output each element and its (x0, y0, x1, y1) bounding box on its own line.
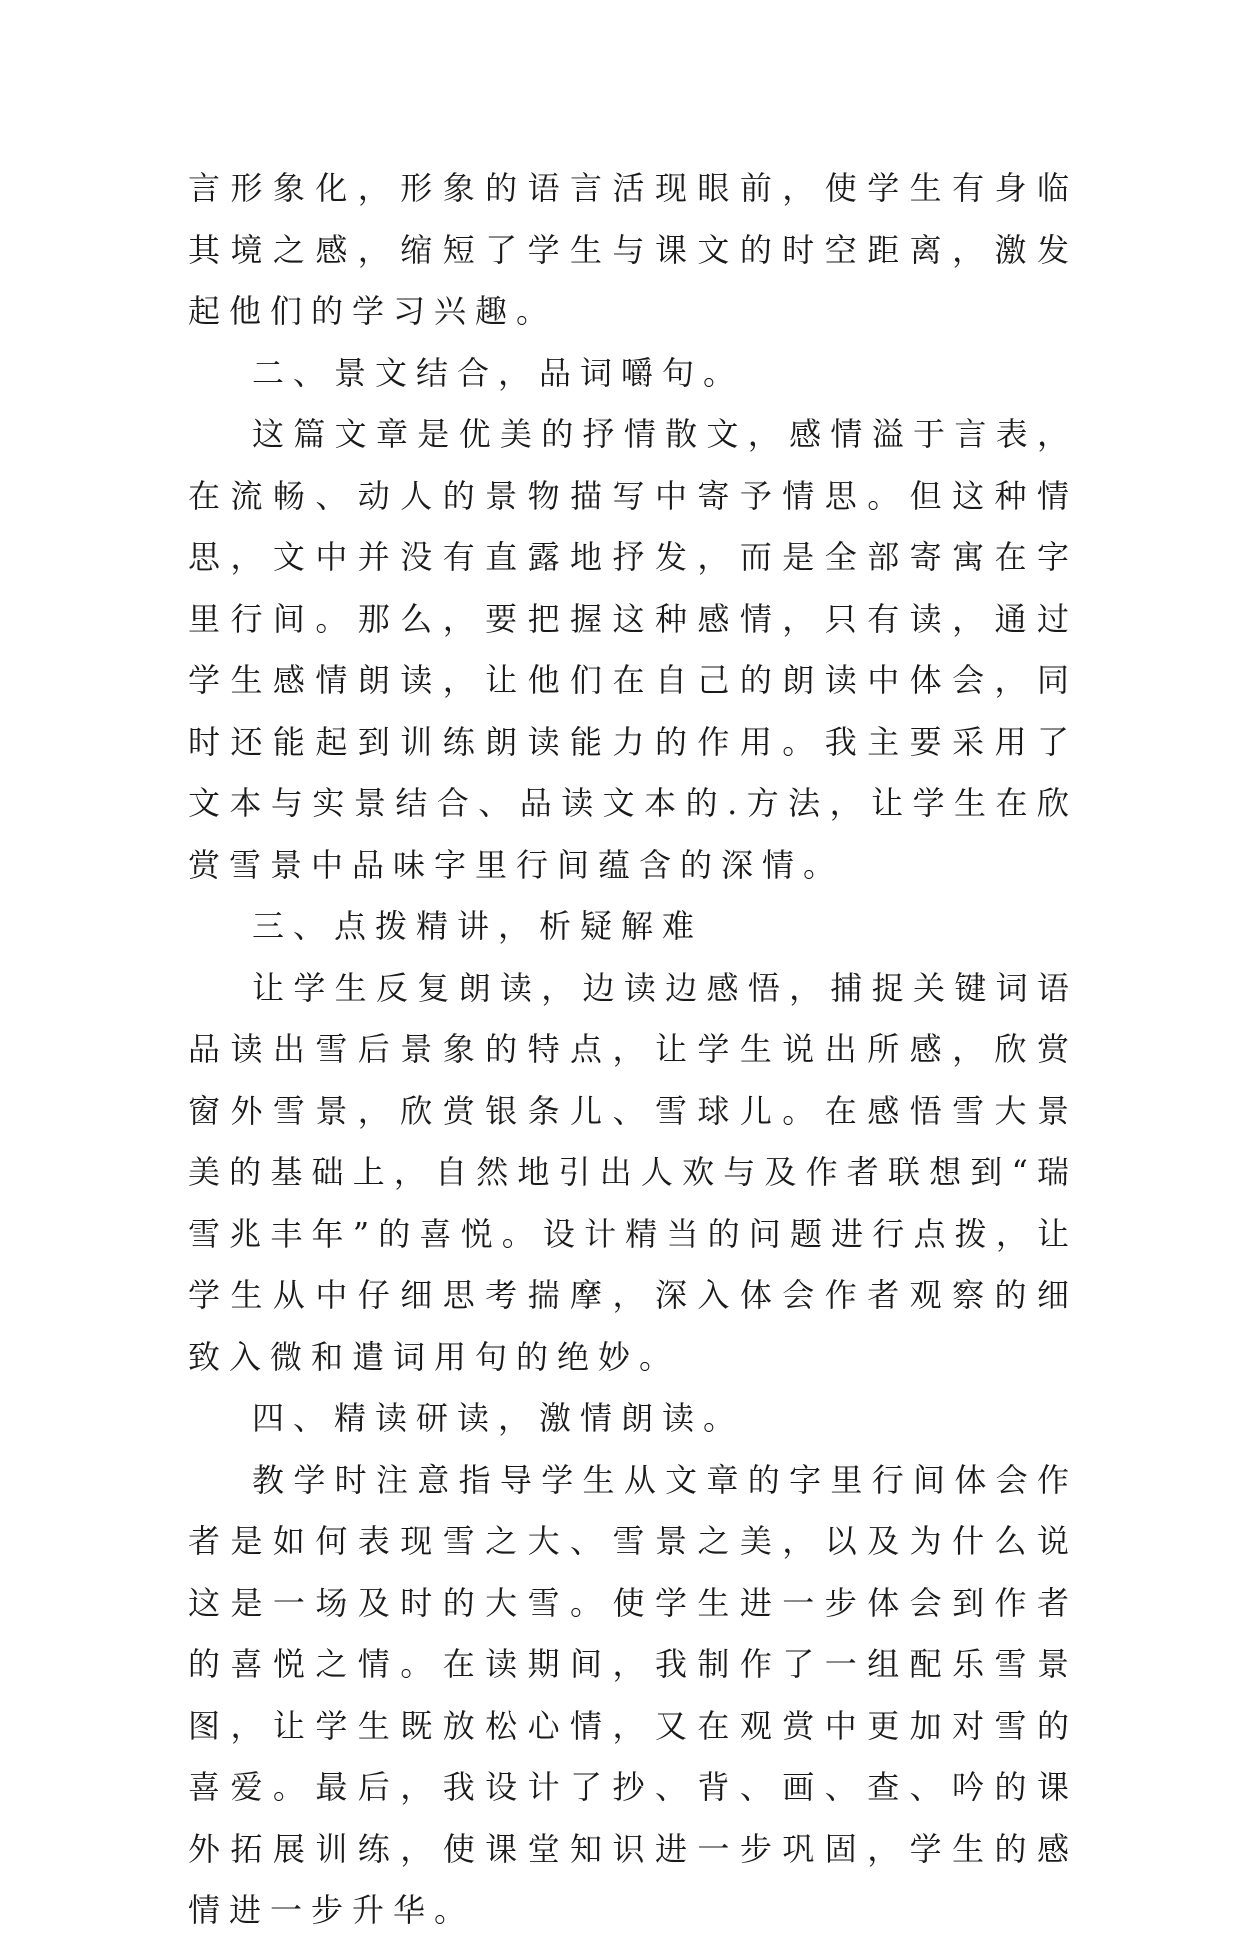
paragraph-section-2: 这篇文章是优美的抒情散文，感情溢于言表，在流畅、动人的景物描写中寄予情思。但这种情思，文中并没有直露地抒发，而是全部寄寓在字里行间。那么，要把握这种感情，只有读，通过学生感情朗读，让他们在自己的朗读中体会，同时还能起到训练朗读能力的作用。我主要采用了文本与实景结合、品读文本的.方法，让学生在欣赏雪景中品味字里行间蕴含的深情。 (188, 415, 1078, 884)
paragraph-section-3: 让学生反复朗读，边读边感悟，捕捉关键词语品读出雪后景象的特点，让学生说出所感，欣赏窗外雪景，欣赏银条儿、雪球儿。在感悟雪大景美的基础上，自然地引出人欢与及作者联想到“瑞雪兆丰年”的喜悦。设计精当的问题进行点拨，让学生从中仔细思考揣摩，深入体会作者观察的细致入微和遣词用句的绝妙。 (188, 968, 1078, 1376)
paragraph-continuation: 言形象化，形象的语言活现眼前，使学生有身临其境之感，缩短了学生与课文的时空距离，激发起他们的学习兴趣。 (188, 169, 1078, 330)
section-heading-3: 三、点拨精讲，析疑解难 (252, 907, 704, 945)
paragraph-section-4: 教学时注意指导学生从文章的字里行间体会作者是如何表现雪之大、雪景之美，以及为什么说这是一场及时的大雪。使学生进一步体会到作者的喜悦之情。在读期间，我制作了一组配乐雪景图，让学生既放松心情，又在观赏中更加对雪的喜爱。最后，我设计了抄、背、画、查、吟的课外拓展训练，使课堂知识进一步巩固，学生的感情进一步升华。 (188, 1460, 1078, 1929)
section-heading-4: 四、精读研读，激情朗读。 (252, 1399, 745, 1437)
section-heading-2: 二、景文结合，品词嚼句。 (252, 353, 745, 392)
document-body (188, 158, 1078, 1942)
